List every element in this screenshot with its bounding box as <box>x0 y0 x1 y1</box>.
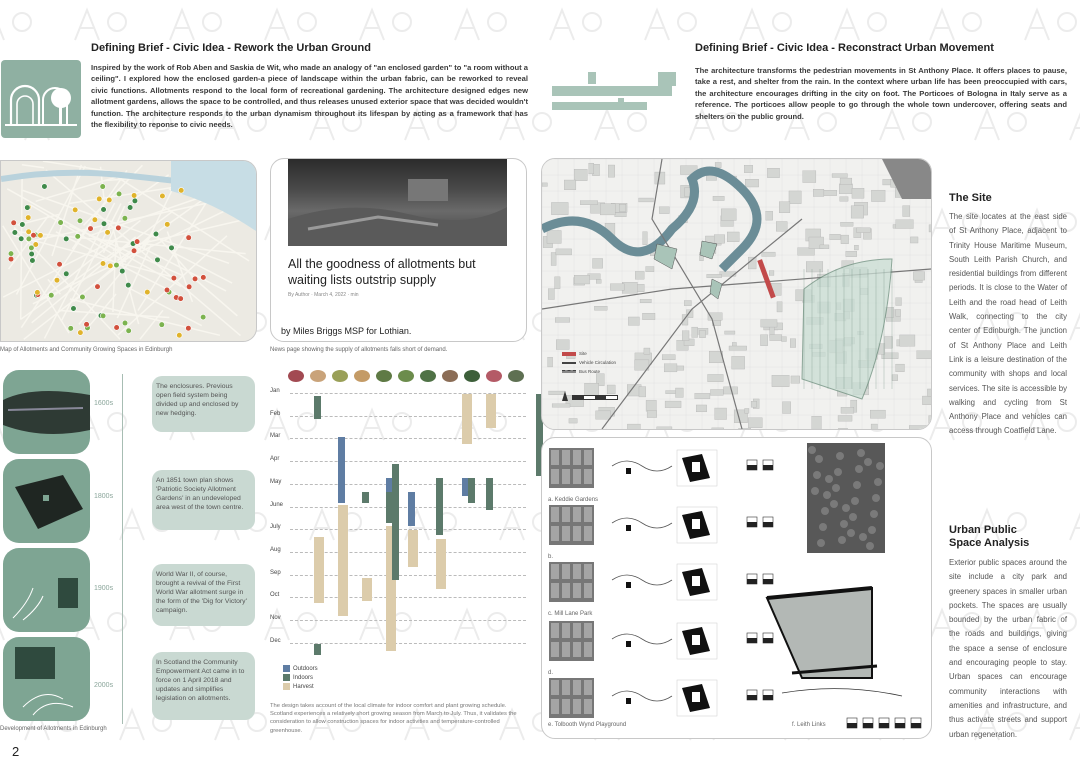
allotment-marker <box>122 216 128 222</box>
vegetable-icon <box>398 370 414 382</box>
calendar-bar-outdoors <box>338 437 345 503</box>
timeline-image-1900s <box>3 548 90 632</box>
edinburgh-allotment-map <box>0 160 257 342</box>
allotment-marker <box>164 287 170 293</box>
allotment-marker <box>88 226 94 232</box>
month-gridline <box>290 438 526 439</box>
north-arrow-icon <box>562 391 568 401</box>
allotment-marker <box>106 197 112 203</box>
calendar-legend <box>283 664 318 691</box>
legend-outdoors: Outdoors <box>283 664 318 673</box>
calendar-bar-harvest <box>314 537 324 603</box>
allotment-marker <box>186 284 192 290</box>
allotment-marker <box>119 268 125 274</box>
allotment-marker <box>155 257 161 263</box>
calendar-bar-indoors <box>392 464 399 580</box>
allotment-marker <box>192 276 198 282</box>
allotment-marker <box>134 239 140 245</box>
allotment-marker <box>127 205 133 211</box>
month-label: May <box>270 478 282 485</box>
analysis-heading-1: Urban Public <box>949 524 1017 536</box>
month-label: Nov <box>270 615 281 621</box>
vegetable-icon <box>508 370 524 382</box>
map-caption: Map of Allotments and Community Growing Spaces in Edinburgh <box>0 347 173 353</box>
vegetable-icons <box>286 366 526 386</box>
allotment-marker <box>131 193 137 199</box>
analysis-row <box>549 562 773 602</box>
allotment-marker <box>29 245 35 251</box>
month-label: June <box>270 501 284 508</box>
vegetable-icon <box>310 370 326 382</box>
timeline-caption: Development of Allotments in Edinburgh <box>0 726 107 732</box>
allotment-marker <box>31 232 37 238</box>
allotment-marker <box>8 251 14 257</box>
left-brief-title: Defining Brief - Civic Idea - Rework the Urban Ground <box>91 42 371 54</box>
allotment-marker <box>77 218 83 224</box>
allotment-icon-tile <box>1 60 81 138</box>
allotment-marker <box>178 296 184 302</box>
news-photo <box>288 159 507 246</box>
era-label-1800s: 1800s <box>94 493 114 500</box>
month-label: Oct <box>270 592 280 599</box>
analysis-row <box>549 678 773 718</box>
allotment-marker <box>30 258 36 264</box>
allotment-marker <box>101 221 107 227</box>
vegetable-icon <box>332 370 348 382</box>
month-gridline <box>290 575 526 576</box>
allotment-marker <box>68 326 74 332</box>
allotment-marker <box>108 263 114 269</box>
allotment-marker <box>42 184 48 190</box>
allotment-marker <box>114 325 120 331</box>
allotment-marker <box>11 220 17 226</box>
allotment-marker <box>92 217 98 223</box>
month-label: July <box>270 524 281 531</box>
month-label: Mar <box>270 433 281 440</box>
allotment-marker <box>35 290 41 296</box>
site-text: The site locates at the east side of St Anthony Place, adjacent to Trinity House Maritime Museum, South Leith Parish Church, and residential buildings from different periods. It is close to the Water of Leith and the road head of Leith Walk, connecting to the city center of Edinburgh. The junction of St Anthony Place and Leith Link is a leisure destination of the community with shops and local services. The site is accessible by walking and cycling from St Anthony Place and vehicles can access through Coatfield Lane. <box>949 212 1067 436</box>
month-label: Aug <box>270 546 281 553</box>
allotment-marker <box>160 193 166 199</box>
allotment-marker <box>169 245 175 251</box>
allotment-marker <box>84 322 90 328</box>
allotment-marker <box>95 284 101 290</box>
month-label: Dec <box>270 637 281 644</box>
vegetable-icon <box>486 370 502 382</box>
calendar-bar-indoors <box>314 644 321 655</box>
allotment-marker <box>29 251 35 257</box>
scale-bar <box>572 395 618 400</box>
analysis-row <box>549 505 773 545</box>
urban-analysis-panel <box>541 437 932 739</box>
allotment-marker <box>178 188 184 194</box>
allotment-marker <box>96 196 102 202</box>
growing-calendar <box>270 388 528 692</box>
allotment-marker <box>20 222 26 228</box>
news-card <box>270 158 527 342</box>
month-label: Apr <box>270 456 280 463</box>
calendar-bar-harvest <box>436 539 446 589</box>
page-number: 2 <box>12 744 20 759</box>
calendar-caption: The design takes account of the local climate for indoor comfort and plant growing schedule. Scotland experiences a relatively short growing season from March to July. Thus, it validates the consideration to allow construction spaces for indoor activities and temperature-controlled greenhouse. <box>270 703 517 734</box>
news-headline[interactable]: All the goodness of allotments but waiting lists outstrip supply <box>288 257 476 287</box>
timeline-note-2000s: In Scotland the Community Empowerment Act came in to force on 1 April 2018 and updates and simplifies legislation on allotments. <box>152 652 255 720</box>
calendar-bar-indoors <box>362 492 369 503</box>
calendar-bar-harvest <box>362 578 372 601</box>
allotment-marker <box>72 207 78 213</box>
analysis-label-e: e. Tolbooth Wynd Playground <box>548 722 627 728</box>
allotment-marker <box>186 235 192 241</box>
month-label: Feb <box>270 410 281 417</box>
garden-icon <box>1 60 81 138</box>
month-gridline <box>290 597 526 598</box>
analysis-label-a: a. Keddie Gardens <box>548 497 599 503</box>
vegetable-icon <box>442 370 458 382</box>
vegetable-icon <box>420 370 436 382</box>
allotment-marker <box>177 332 183 338</box>
analysis-heading-2: Space Analysis <box>949 537 1030 549</box>
allotment-marker <box>12 230 18 236</box>
allotment-marker <box>57 261 63 267</box>
allotment-marker <box>164 222 170 228</box>
month-label: Sep <box>270 569 281 576</box>
allotment-marker <box>25 205 31 211</box>
timeline-note-1600s: The enclosures. Previous open field system being divided up and enclosed by new hedging. <box>152 376 255 432</box>
allotment-marker <box>26 229 32 235</box>
legend-indoors: Indoors <box>283 673 318 682</box>
allotment-marker <box>132 198 138 204</box>
allotment-marker <box>171 275 177 281</box>
vegetable-icon <box>354 370 370 382</box>
analysis-label-c: c. Mill Lane Park <box>548 611 593 617</box>
allotment-marker <box>38 233 44 239</box>
vegetable-icon <box>464 370 480 382</box>
allotment-marker <box>25 215 31 221</box>
month-gridline <box>290 643 526 644</box>
legend-harvest: Harvest <box>283 682 318 691</box>
analysis-row <box>549 621 773 661</box>
month-label: Jan <box>270 388 280 394</box>
allotment-marker <box>54 277 60 283</box>
allotment-marker <box>71 306 77 312</box>
allotment-marker <box>116 191 122 197</box>
allotment-marker <box>114 262 120 268</box>
site-map <box>541 158 932 430</box>
allotment-marker <box>18 236 24 242</box>
news-caption: News page showing the supply of allotments falls short of demand. <box>270 347 448 353</box>
timeline-axis <box>122 374 123 724</box>
allotment-marker <box>201 275 207 281</box>
analysis-label-d: d. <box>548 670 554 676</box>
allotment-marker <box>26 236 32 242</box>
allotment-marker <box>63 271 69 277</box>
allotment-marker <box>58 220 64 226</box>
right-brief-text: The architecture transforms the pedestrian movements in St Anthony Place. It offers places to pause, take a rest, and shelter from the rain. In the context where urban life has been preoccupied with cars, the architecture encourages drifting in the city on foot. The Porticoes of Bologna in Italy serve as a reference. The porticoes allow people to go through the whole town undercover, offering seats and shelters on the public ground. <box>695 66 1067 121</box>
calendar-bar-harvest <box>462 394 472 444</box>
allotment-marker <box>145 289 151 295</box>
month-gridline <box>290 620 526 621</box>
allotment-marker <box>48 292 54 298</box>
timeline-image-1800s <box>3 459 90 543</box>
timeline-image-1600s <box>3 370 90 454</box>
allotment-marker <box>200 314 206 320</box>
allotment-marker <box>80 294 86 300</box>
vegetable-icon <box>376 370 392 382</box>
timeline-note-1800s: An 1851 town plan shows 'Patriotic Society Allotment Gardens' in an undeveloped area west of the town centre. <box>152 470 255 530</box>
calendar-bar-harvest <box>338 505 348 616</box>
analysis-label-f: f. Leith Links <box>792 722 826 728</box>
allotment-marker <box>125 282 131 288</box>
allotment-marker <box>153 231 159 237</box>
allotment-marker <box>122 320 128 326</box>
calendar-bar-outdoors <box>408 492 415 526</box>
site-map-legend: Site Vehicle Circulation Bus Route <box>562 349 616 376</box>
allotment-marker <box>105 230 111 236</box>
era-label-2000s: 2000s <box>94 682 114 689</box>
calendar-bar-harvest <box>408 530 418 566</box>
allotment-marker <box>159 322 165 328</box>
allotment-marker <box>78 330 84 336</box>
allotment-marker <box>186 325 192 331</box>
era-label-1900s: 1900s <box>94 585 114 592</box>
era-label-1600s: 1600s <box>94 400 114 407</box>
calendar-bar-indoors <box>468 478 475 503</box>
allotment-marker <box>100 261 106 267</box>
analysis-label-b: b. <box>548 554 554 560</box>
allotment-marker <box>63 236 69 242</box>
calendar-bar-harvest <box>486 394 496 428</box>
analysis-row <box>549 448 773 488</box>
timeline-note-1900s: World War II, of course, brought a revival of the First World War allotment surge in the form of the 'Dig for Victory' campaign. <box>152 564 255 626</box>
timeline-image-2000s <box>3 637 90 721</box>
news-meta: By Author · March 4, 2022 · min <box>288 292 359 298</box>
left-brief-text: Inspired by the work of Rob Aben and Saskia de Wit, who made an analogy of "an enclosed garden" to "a room without a ceiling". I explored how the enclosed garden-a piece of landscape within the urban fabric, can be reworked to reveal civic functions. Allotments respond to the local form of recreational gardening. The architecture designed edges new allotment gardens, allows the space to be controlled, and thus releases unused exterior space that was decided wouldn't function. The architecture responds to the urban dynamism throughout its lifespan by acting as a framework that has the flexibility to reponse to civic needs. <box>91 63 528 130</box>
allotment-marker <box>100 313 106 319</box>
calendar-bar-indoors <box>436 478 443 535</box>
allotment-marker <box>126 328 132 334</box>
allotment-marker <box>75 234 81 240</box>
route-diagram <box>548 62 688 122</box>
allotment-marker <box>8 256 14 262</box>
allotment-marker <box>116 225 122 231</box>
site-heading: The Site <box>949 192 992 204</box>
analysis-text: Exterior public spaces around the site include a city park and greenery spaces in smaller urban pockets. The spaces are usually bounded by the urban fabric of the roads and buildings, giving the space a sense of enclosure and encouraging people to stay. Urban spaces can encourage community interactions with amenities and infrastructure, and thus activate streets and support urban regeneration. <box>949 558 1067 739</box>
month-gridline <box>290 461 526 462</box>
right-brief-title: Defining Brief - Civic Idea - Reconstract Urban Movement <box>695 42 994 54</box>
allotment-marker <box>101 207 107 213</box>
calendar-bar-indoors <box>314 396 321 419</box>
calendar-bar-indoors <box>486 478 493 510</box>
vegetable-icon <box>288 370 304 382</box>
news-author: by Miles Briggs MSP for Lothian. <box>281 326 412 336</box>
allotment-marker <box>131 248 137 254</box>
allotment-marker <box>100 184 106 190</box>
